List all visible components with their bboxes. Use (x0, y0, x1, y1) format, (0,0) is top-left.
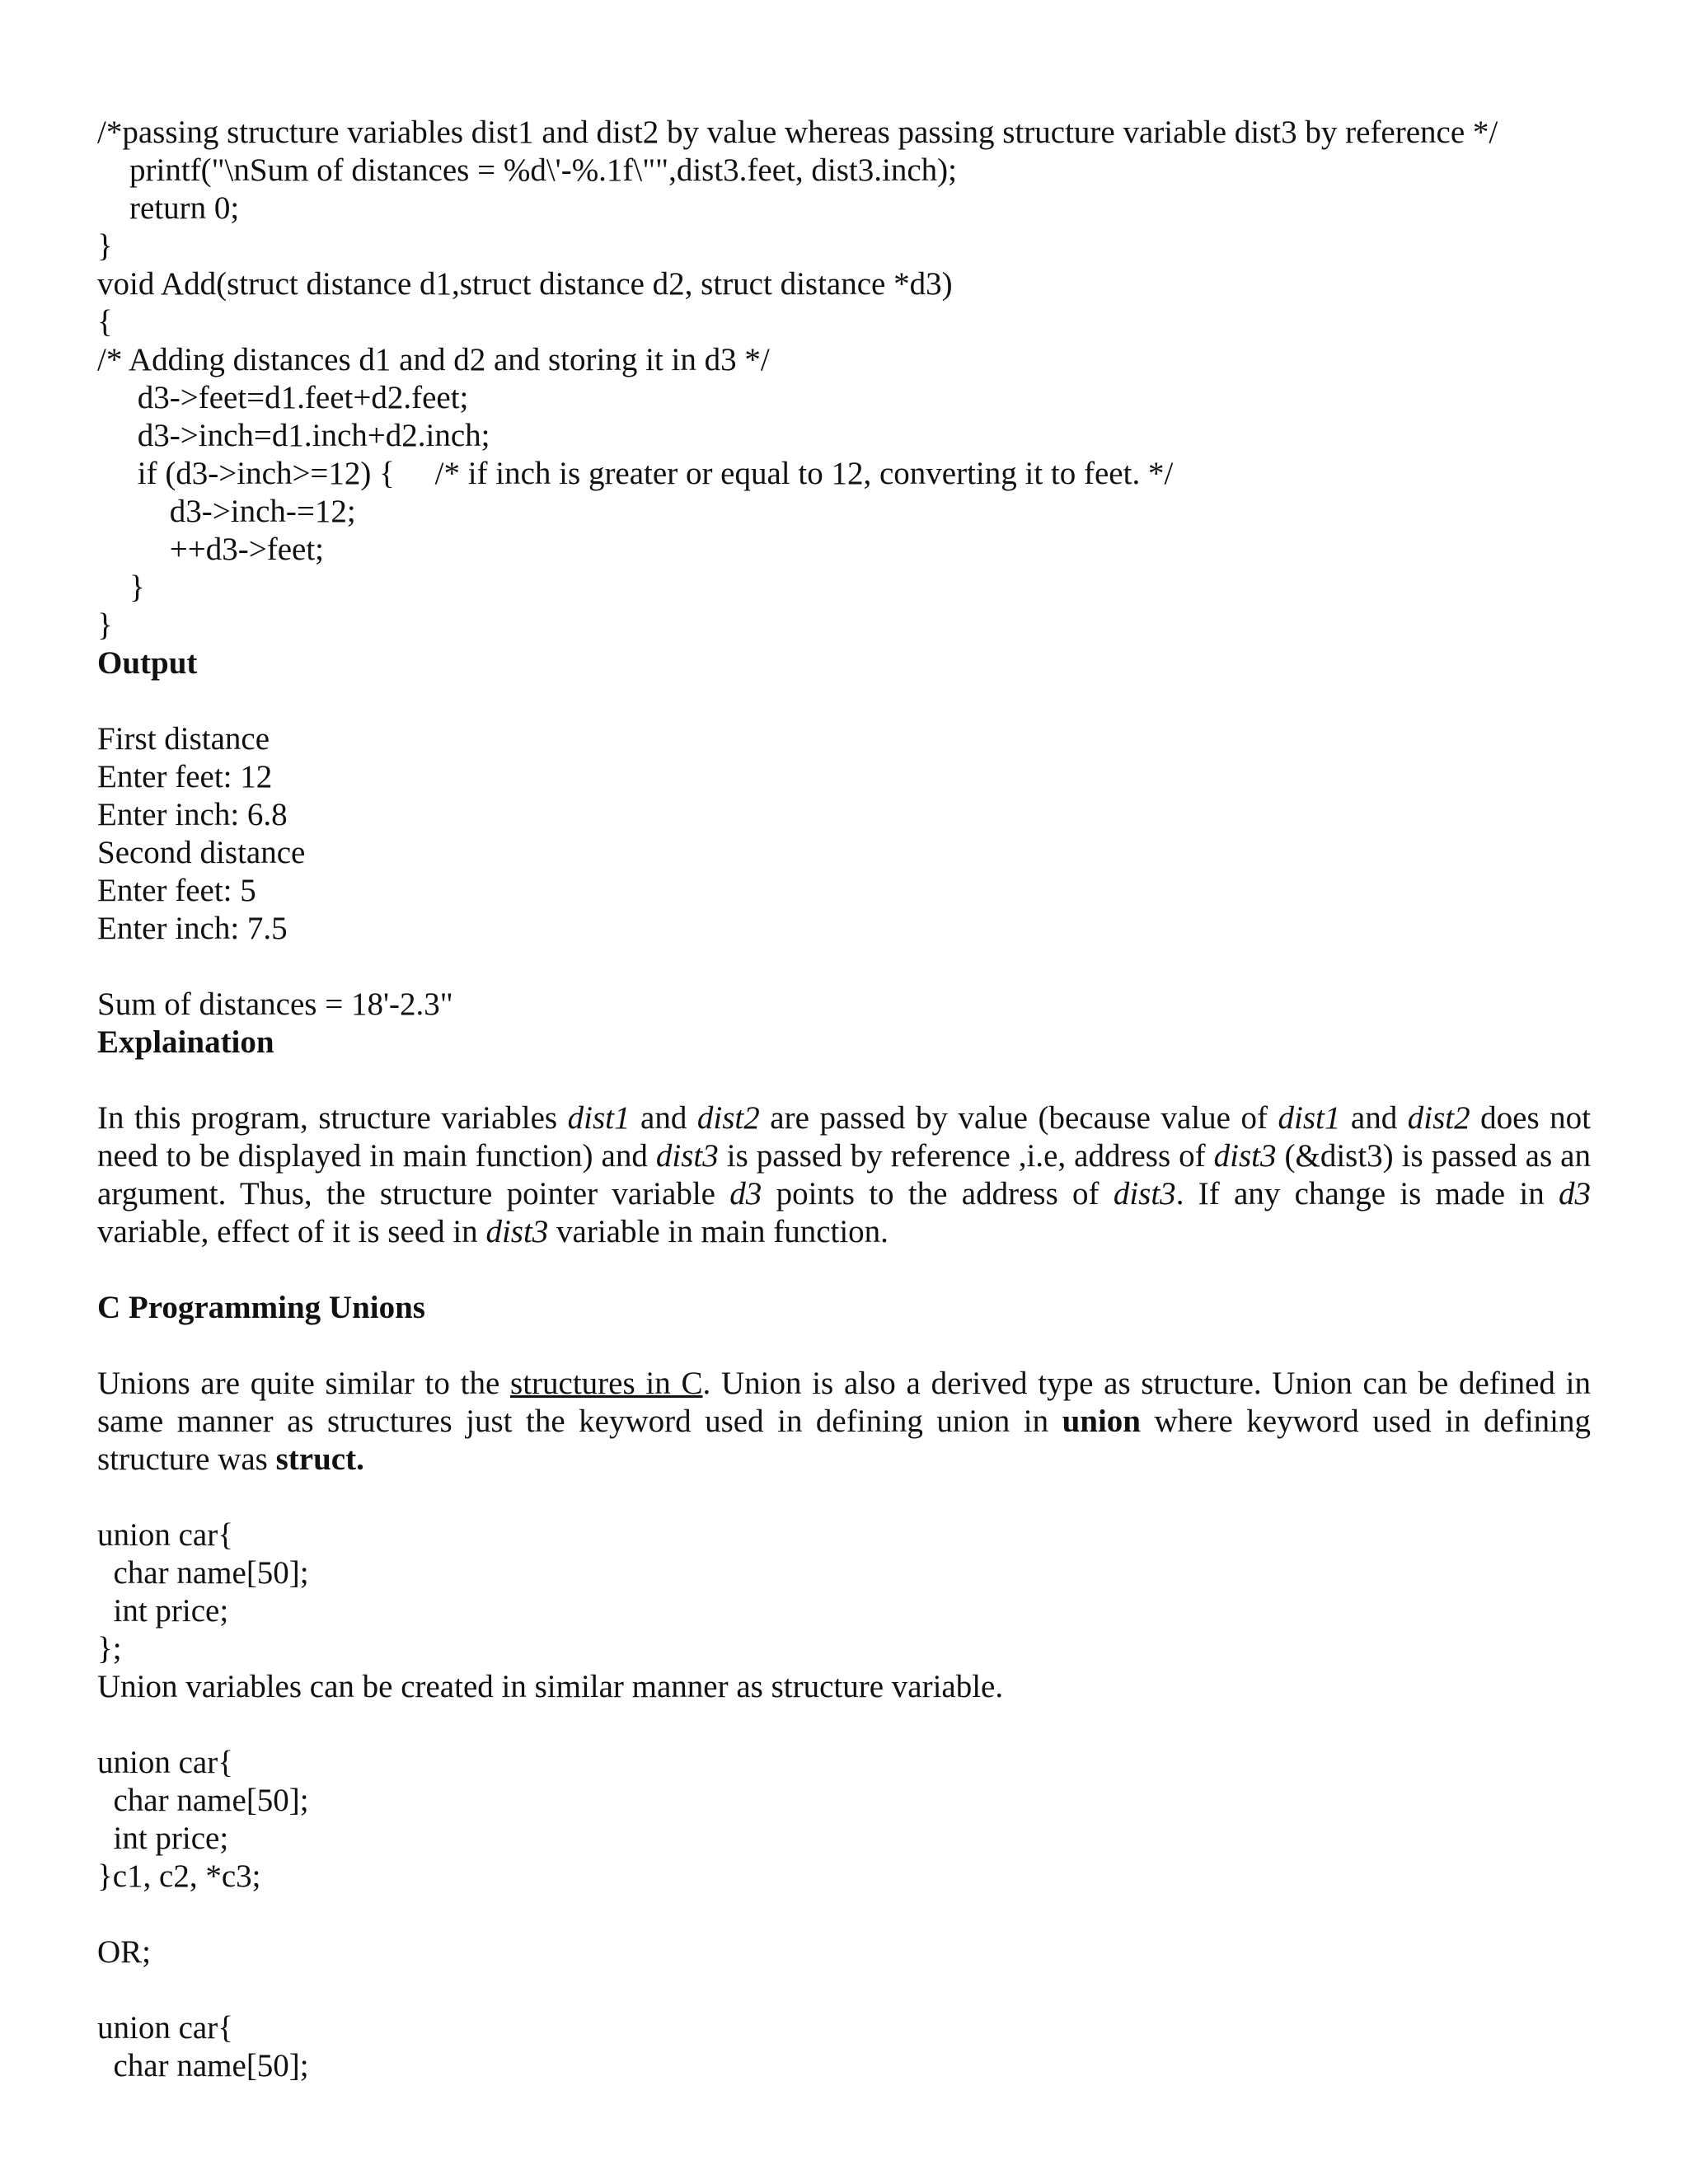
code-line: d3->inch=d1.inch+d2.inch; (97, 418, 490, 453)
code-block-union-variables (97, 1744, 1591, 1896)
spacer (97, 1251, 1591, 1289)
output-line: Enter feet: 12 (97, 759, 273, 794)
code-line: return 0; (97, 190, 240, 226)
spacer (97, 1062, 1591, 1099)
output-line: Enter feet: 5 (97, 873, 256, 908)
spacer (97, 1479, 1591, 1516)
text-run: and (630, 1100, 697, 1136)
code-line: } (97, 569, 145, 605)
text-run: where keyword used in defining structure was (97, 1404, 1591, 1477)
text-run: points to the address of (762, 1176, 1114, 1212)
code-line: if (d3->inch>=12) { /* if inch is greater or equal to 12, converting it to feet. */ (97, 456, 1174, 491)
unions-section-heading: C Programming Unions (97, 1290, 425, 1325)
spacer (97, 1327, 1591, 1365)
spacer (97, 948, 1591, 986)
explanation-heading: Explaination (97, 1024, 274, 1060)
structures-in-c-link[interactable]: structures in C (510, 1366, 703, 1401)
text-run: In this program, structure variables (97, 1100, 568, 1136)
text-run: (&dist3) is passed as an argument. Thus, the structure pointer variable (97, 1138, 1591, 1212)
output-line: Second distance (97, 835, 306, 870)
code-line: char name[50]; (97, 1783, 309, 1818)
spacer (97, 1971, 1591, 2009)
code-line: ++d3->feet; (97, 532, 324, 567)
output-line: First distance (97, 721, 270, 757)
code-block-union-alternative (97, 2009, 1591, 2085)
unions-intro-paragraph (97, 1365, 1591, 1479)
variable-name: dist3 (1113, 1176, 1176, 1212)
code-line: d3->feet=d1.feet+d2.feet; (97, 380, 469, 415)
code-line: /*passing structure variables dist1 and dist2 by value whereas passing structure variable dist3 by reference */ (97, 115, 1498, 150)
variable-name: dist3 (655, 1138, 719, 1174)
code-line: /* Adding distances d1 and d2 and storing it in d3 */ (97, 342, 770, 377)
union-variables-text: Union variables can be created in similar manner as structure variable. (97, 1669, 1004, 1704)
spacer (97, 1706, 1591, 1744)
variable-name: d3 (1559, 1176, 1592, 1212)
code-line: union car{ (97, 2010, 233, 2046)
code-line: } (97, 607, 113, 643)
keyword-union: union (1062, 1404, 1141, 1439)
variable-name: dist1 (567, 1100, 631, 1136)
text-run: . Union is also a derived type as structure. Union can be defined in same manner as structures just the keyword used in defining union in (97, 1366, 1591, 1439)
or-text: OR; (97, 1934, 152, 1970)
text-run: are passed by value (because value of (759, 1100, 1278, 1136)
code-line: void Add(struct distance d1,struct distance d2, struct distance *d3) (97, 266, 953, 302)
code-block-add-function (97, 114, 1591, 644)
output-sum-line: Sum of distances = 18'-2.3" (97, 987, 453, 1022)
code-line: { (97, 304, 113, 340)
text-run: variable in main function. (548, 1214, 889, 1249)
variable-name: dist2 (696, 1100, 760, 1136)
spacer (97, 682, 1591, 720)
code-line: int price; (97, 1593, 229, 1629)
code-line: char name[50]; (97, 1555, 309, 1591)
keyword-struct: struct. (275, 1441, 364, 1477)
explanation-paragraph (97, 1099, 1591, 1251)
output-line: Enter inch: 7.5 (97, 911, 288, 946)
program-output (97, 720, 1591, 1024)
text-run: and (1340, 1100, 1408, 1136)
spacer (97, 1896, 1591, 1933)
code-line: union car{ (97, 1745, 233, 1780)
text-run: does not need to be displayed in main function) and (97, 1100, 1592, 1174)
code-line: printf("\nSum of distances = %d\'-%.1f\"",dist3.feet, dist3.inch); (97, 152, 957, 188)
text-run: . If any change is made in (1175, 1176, 1559, 1212)
text-run: is passed by reference ,i.e, address of (718, 1138, 1214, 1174)
code-block-union-definition (97, 1516, 1591, 1668)
output-line: Enter inch: 6.8 (97, 797, 288, 832)
variable-name: dist3 (1213, 1138, 1277, 1174)
variable-name: dist1 (1278, 1100, 1341, 1136)
code-line: char name[50]; (97, 2048, 309, 2083)
text-run: Unions are quite similar to the (97, 1366, 511, 1401)
text-run: variable, effect of it is seed in (97, 1214, 486, 1249)
variable-name: dist3 (485, 1214, 549, 1249)
variable-name: d3 (729, 1176, 762, 1212)
output-heading: Output (97, 645, 198, 681)
code-line: int price; (97, 1821, 229, 1856)
code-line: d3->inch-=12; (97, 494, 356, 529)
document-page (97, 114, 1591, 2085)
code-line: }c1, c2, *c3; (97, 1858, 261, 1894)
code-line: union car{ (97, 1517, 233, 1553)
code-line: }; (97, 1631, 122, 1666)
code-line: } (97, 228, 113, 264)
variable-name: dist2 (1407, 1100, 1470, 1136)
